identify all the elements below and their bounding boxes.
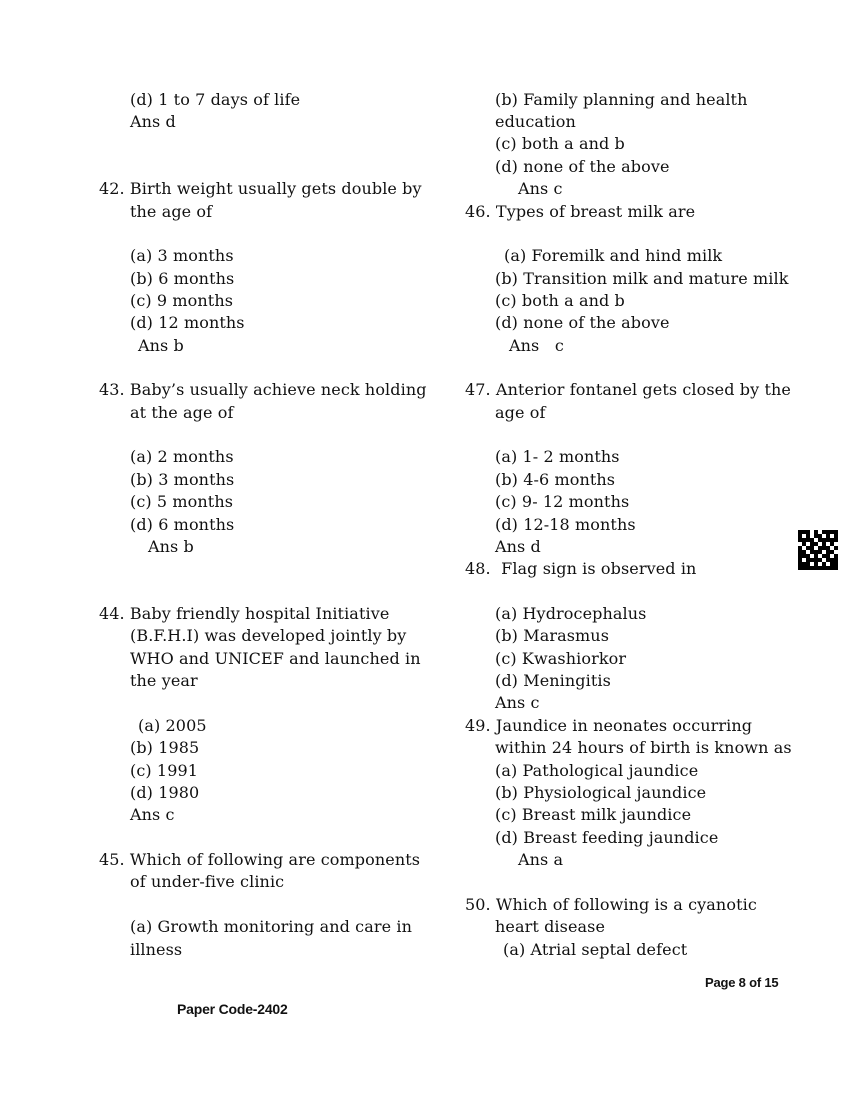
q44-option-d: (d) 1980 — [130, 783, 200, 802]
q43-answer: Ans b — [148, 537, 194, 556]
q45-option-a-line2: illness — [130, 940, 183, 959]
q49-text-line1: 49. Jaundice in neonates occurring — [465, 716, 753, 735]
q48-answer: Ans c — [495, 693, 540, 712]
q47-option-b: (b) 4-6 months — [495, 470, 616, 489]
q47-text-line2: age of — [495, 403, 546, 422]
q44-text-line4: the year — [130, 671, 198, 690]
q41-answer: Ans d — [130, 112, 176, 131]
q43-option-d: (d) 6 months — [130, 515, 235, 534]
q47-answer: Ans d — [495, 537, 541, 556]
q44-option-a: (a) 2005 — [138, 716, 207, 735]
q41-option-d: (d) 1 to 7 days of life — [130, 90, 301, 109]
q49-option-c: (c) Breast milk jaundice — [495, 805, 692, 824]
q43-option-a: (a) 2 months — [130, 447, 234, 466]
q42-text-line1: 42. Birth weight usually gets double by — [99, 179, 422, 198]
q43-option-b: (b) 3 months — [130, 470, 235, 489]
q49-option-d: (d) Breast feeding jaundice — [495, 828, 719, 847]
q42-option-b: (b) 6 months — [130, 269, 235, 288]
q46-option-a: (a) Foremilk and hind milk — [504, 246, 723, 265]
q49-answer: Ans a — [518, 850, 564, 869]
q50-text-line1: 50. Which of following is a cyanotic — [465, 895, 757, 914]
q46-option-d: (d) none of the above — [495, 313, 670, 332]
q47-option-c: (c) 9- 12 months — [495, 492, 630, 511]
q44-text-line1: 44. Baby friendly hospital Initiative — [99, 604, 390, 623]
q48-text-line1: 48. Flag sign is observed in — [465, 559, 697, 578]
q43-text-line1: 43. Baby’s usually achieve neck holding — [99, 380, 427, 399]
q42-option-c: (c) 9 months — [130, 291, 234, 310]
q44-option-b: (b) 1985 — [130, 738, 200, 757]
q44-option-c: (c) 1991 — [130, 761, 199, 780]
q45-text-line2: of under-five clinic — [130, 872, 285, 891]
qr-code — [798, 530, 838, 570]
q48-option-b: (b) Marasmus — [495, 626, 610, 645]
q42-option-a: (a) 3 months — [130, 246, 234, 265]
q47-option-a: (a) 1- 2 months — [495, 447, 620, 466]
q47-option-d: (d) 12-18 months — [495, 515, 636, 534]
q42-answer: Ans b — [138, 336, 184, 355]
q50-text-line2: heart disease — [495, 917, 606, 936]
page-number: Page 8 of 15 — [705, 975, 779, 990]
q48-option-c: (c) Kwashiorkor — [495, 649, 627, 668]
q45-option-b-line1: (b) Family planning and health — [495, 90, 748, 109]
q45-option-c: (c) both a and b — [495, 134, 625, 153]
q44-text-line3: WHO and UNICEF and launched in — [130, 649, 421, 668]
q46-option-b: (b) Transition milk and mature milk — [495, 269, 789, 288]
q45-option-b-line2: education — [495, 112, 576, 131]
q43-option-c: (c) 5 months — [130, 492, 234, 511]
q46-text-line1: 46. Types of breast milk are — [465, 202, 696, 221]
q46-answer: Ans c — [509, 336, 564, 355]
q50-option-a: (a) Atrial septal defect — [503, 940, 688, 959]
q47-text-line1: 47. Anterior fontanel gets closed by the — [465, 380, 791, 399]
q45-answer: Ans c — [518, 179, 563, 198]
q46-option-c: (c) both a and b — [495, 291, 625, 310]
q42-option-d: (d) 12 months — [130, 313, 245, 332]
q45-text-line1: 45. Which of following are components — [99, 850, 421, 869]
q45-option-a-line1: (a) Growth monitoring and care in — [130, 917, 412, 936]
paper-code: Paper Code-2402 — [177, 1001, 288, 1017]
q45-option-d: (d) none of the above — [495, 157, 670, 176]
q48-option-d: (d) Meningitis — [495, 671, 611, 690]
q43-text-line2: at the age of — [130, 403, 234, 422]
q44-text-line2: (B.F.H.I) was developed jointly by — [130, 626, 407, 645]
q49-text-line2: within 24 hours of birth is known as — [495, 738, 792, 757]
q49-option-b: (b) Physiological jaundice — [495, 783, 707, 802]
q49-option-a: (a) Pathological jaundice — [495, 761, 699, 780]
q42-text-line2: the age of — [130, 202, 213, 221]
q48-option-a: (a) Hydrocephalus — [495, 604, 647, 623]
q44-answer: Ans c — [130, 805, 175, 824]
